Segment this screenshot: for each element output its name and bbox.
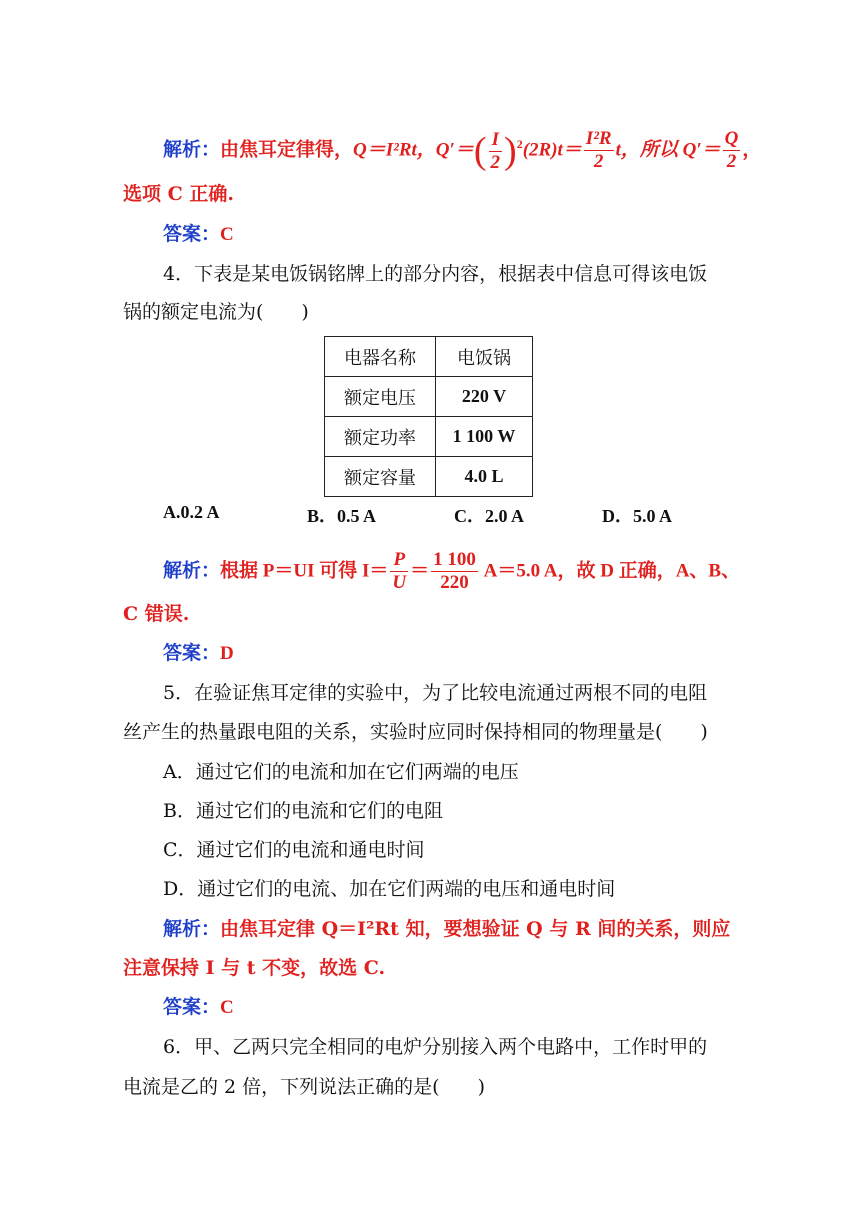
fraction-denominator: 2 bbox=[593, 151, 604, 172]
fraction-numerator: Q bbox=[724, 128, 739, 149]
q5-stem-line2: 丝产生的热量跟电阻的关系，实验时应同时保持相同的物理量是( ) bbox=[123, 721, 708, 743]
solution-equation: t，所以 Q′＝ bbox=[615, 139, 721, 161]
table-row bbox=[325, 457, 533, 497]
q4-option-b: B．0.5 A bbox=[307, 506, 377, 526]
solution-equation: (2R)t＝ bbox=[522, 139, 582, 161]
q4-stem-line1: 4．下表是某电饭锅铭牌上的部分内容，根据表中信息可得该电饭 bbox=[163, 263, 708, 285]
q5-option-b: B．通过它们的电流和它们的电阻 bbox=[163, 800, 443, 822]
table-row bbox=[325, 337, 533, 377]
q6-stem-line2: 电流是乙的 2 倍，下列说法正确的是( ) bbox=[123, 1076, 485, 1098]
answer-value: C bbox=[220, 224, 234, 245]
table-cell-value: 电饭锅 bbox=[436, 337, 533, 377]
fraction-numerator: I²R bbox=[585, 128, 612, 149]
q4-stem-line2: 锅的额定电流为( ) bbox=[123, 301, 309, 323]
q4-answer bbox=[163, 640, 234, 667]
table-cell-key: 额定功率 bbox=[325, 417, 436, 457]
solution-text: ， bbox=[742, 138, 762, 161]
answer-label: 答案： bbox=[163, 223, 221, 245]
fraction-numerator: I bbox=[489, 129, 503, 152]
solution-text: 由焦耳定律得， bbox=[220, 138, 354, 161]
q5-option-c: C．通过它们的电流和通电时间 bbox=[163, 839, 425, 861]
table-row bbox=[325, 417, 533, 457]
nameplate-table bbox=[324, 336, 533, 497]
q4-option-c: C．2.0 A bbox=[454, 506, 525, 526]
q4-option-d: D．5.0 A bbox=[602, 506, 673, 526]
answer-label: 答案： bbox=[163, 642, 221, 664]
prev-solution-line1: 解析：由焦耳定律得，Q＝I²Rt，Q′＝( $\frac{I}{2}$ )$^2$(2R)t＝ $\frac{\text{I²R}}{2}$ t，所以 Q′＝ $\frac{Q}{2}$ ， bbox=[163, 128, 762, 173]
q5-solution-line2: 注意保持 I 与 t 不变，故选 C. bbox=[123, 957, 386, 979]
table-cell-value: 1 100 W bbox=[436, 417, 533, 457]
solution-text: A＝5.0 A，故 D 正确，A、B、 bbox=[479, 560, 741, 582]
fraction-denominator: 2 bbox=[490, 151, 501, 173]
fraction-numerator: P bbox=[390, 549, 408, 572]
fraction-denominator: 2 bbox=[726, 151, 737, 172]
q4-option-a: A.0.2 A bbox=[163, 502, 220, 522]
table-cell-key: 电器名称 bbox=[325, 337, 436, 377]
prev-solution-line2: 选项 C 正确. bbox=[123, 183, 234, 205]
solution-label: 解析： bbox=[163, 918, 221, 940]
q5-stem-line1: 5．在验证焦耳定律的实验中，为了比较电流通过两根不同的电阻 bbox=[163, 682, 708, 704]
solution-text: 根据 P＝UI 可得 I＝ bbox=[220, 560, 389, 582]
fraction-numerator: 1 100 bbox=[433, 549, 476, 570]
exponent: 2 bbox=[516, 136, 523, 151]
q5-solution-line1 bbox=[163, 916, 730, 942]
table-cell-value: 4.0 L bbox=[436, 457, 533, 497]
fraction-denominator: U bbox=[392, 572, 407, 593]
fraction-denominator: 220 bbox=[440, 572, 469, 593]
solution-equation: Q＝I²Rt，Q′＝ bbox=[353, 139, 474, 161]
solution-equation: ＝ bbox=[410, 560, 430, 582]
table-row bbox=[325, 377, 533, 417]
q4-solution-line2: C 错误. bbox=[123, 603, 190, 625]
solution-label: 解析： bbox=[163, 138, 221, 161]
solution-label: 解析： bbox=[163, 559, 221, 582]
prev-answer bbox=[163, 221, 234, 248]
answer-value: C bbox=[220, 997, 234, 1018]
q4-solution-line1 bbox=[163, 549, 740, 594]
q6-stem-line1: 6．甲、乙两只完全相同的电炉分别接入两个电路中，工作时甲的 bbox=[163, 1036, 708, 1058]
answer-value: D bbox=[220, 643, 234, 664]
q5-answer bbox=[163, 994, 234, 1021]
table-cell-value: 220 V bbox=[436, 377, 533, 417]
q5-option-d: D．通过它们的电流、加在它们两端的电压和通电时间 bbox=[163, 878, 616, 900]
answer-label: 答案： bbox=[163, 996, 221, 1018]
table-cell-key: 额定电压 bbox=[325, 377, 436, 417]
q5-option-a: A．通过它们的电流和加在它们两端的电压 bbox=[163, 761, 519, 783]
solution-text: 由焦耳定律 Q＝I²Rt 知，要想验证 Q 与 R 间的关系，则应 bbox=[220, 918, 731, 940]
table-cell-key: 额定容量 bbox=[325, 457, 436, 497]
